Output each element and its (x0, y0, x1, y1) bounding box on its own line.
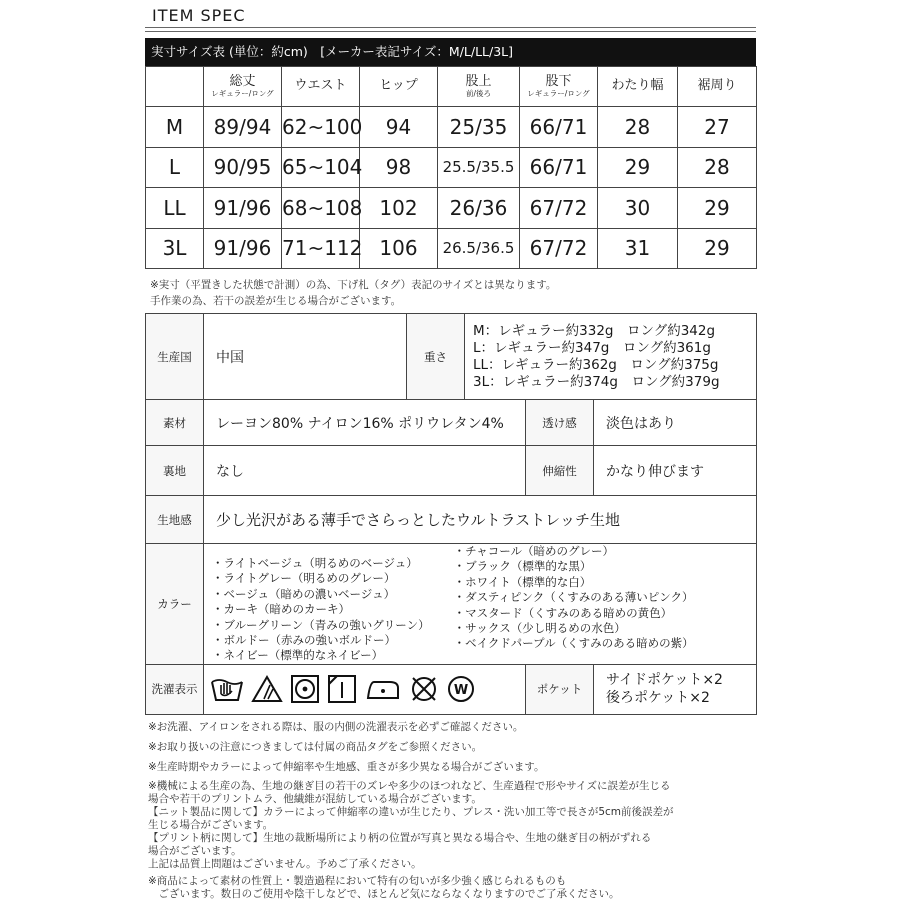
color-label: カラー (146, 544, 204, 665)
value-cell: 65~104 (282, 147, 360, 188)
list-item: ・ホワイト（標準的な白） (453, 574, 592, 589)
footer-note: 【ニット製品に関して】カラーによって伸縮率の違いが生じたり、プレス・洗い加工等で長さが5cm前後誤差が (148, 806, 674, 818)
item-spec-title: ITEM SPEC (152, 6, 246, 25)
weight-label: 重さ (407, 314, 465, 400)
value-cell: 30 (598, 188, 678, 229)
col-header-thigh: わたり幅 (598, 67, 678, 107)
value-cell: 28 (598, 107, 678, 148)
footer-note: ※お取り扱いの注意につきましては付属の商品タグをご参照ください。 (148, 741, 483, 753)
footer-note: 場合や若干のプリントムラ、他繊維が混紡している場合がございます。 (148, 793, 482, 805)
value-cell: 94 (360, 107, 438, 148)
row-origin-weight (146, 314, 757, 400)
value-cell: 29 (598, 147, 678, 188)
color-list (204, 544, 757, 665)
value-cell: 26/36 (438, 188, 520, 229)
svg-text:W: W (453, 683, 469, 699)
pocket-values (594, 664, 757, 714)
row-wash-pocket (146, 664, 757, 714)
lining-value: なし (204, 446, 526, 496)
footer-note: ※商品によって素材の性質上・製造過程において特有の匂いが多少強く感じられるものも (148, 875, 567, 887)
table-row (146, 228, 757, 269)
value-cell: 31 (598, 228, 678, 269)
list-item: ・ライトグレー（明るめのグレー） (212, 571, 396, 586)
table-row (146, 147, 757, 188)
list-item: ・ベージュ（暗めの濃いベージュ） (212, 586, 396, 601)
value-cell: 91/96 (204, 228, 282, 269)
size-cell: L (146, 147, 204, 188)
footer-note: ございます。数日のご使用や陰干しなどで、ほとんど気にならなくなりますのでご了承ください。 (148, 888, 620, 900)
fabric-label: 生地感 (146, 496, 204, 544)
footer-note: ※生産時期やカラーによって伸縮率や生地感、重さが多少異なる場合がございます。 (148, 761, 545, 773)
col-header-waist: ウエスト (282, 67, 360, 107)
drip-dry-shade-icon (327, 674, 357, 704)
value-cell: 91/96 (204, 188, 282, 229)
value-cell: 25.5/35.5 (438, 147, 520, 188)
title-rule-double (145, 31, 756, 32)
value-cell: 67/72 (520, 228, 598, 269)
origin-label: 生産国 (146, 314, 204, 400)
material-label: 素材 (146, 400, 204, 446)
size-cell: 3L (146, 228, 204, 269)
list-item: ・カーキ（暗めのカーキ） (212, 602, 350, 617)
value-cell: 26.5/36.5 (438, 228, 520, 269)
list-item: ・マスタード（くすみのある暗めの黄色） (453, 605, 673, 620)
footer-note: 上記は品質上問題はございません。予めご了承ください。 (148, 858, 422, 870)
stretch-value: かなり伸びます (594, 446, 757, 496)
table-row (146, 107, 757, 148)
list-item: ・サックス（少し明るめの水色） (453, 621, 626, 636)
list-item: ・ブラック（標準的な黒） (453, 559, 592, 574)
col-header-length: 総丈 レギュラー/ロング (204, 67, 282, 107)
col-header-hem: 裾周り (678, 67, 757, 107)
list-item: ・ベイクドパープル（くすみのある暗めの紫） (453, 636, 694, 651)
weight-3l: 3L：レギュラー約374g ロング約379g (473, 373, 720, 390)
value-cell: 29 (678, 228, 757, 269)
hand-wash-icon (210, 674, 244, 704)
list-item: ・チャコール（暗めのグレー） (453, 544, 615, 558)
col-header-rise: 股上 前/後ろ (438, 67, 520, 107)
table-row (146, 188, 757, 229)
value-cell: 66/71 (520, 107, 598, 148)
footer-note: ※お洗濯、アイロンをされる際は、服の内側の洗濯表示を必ずご確認ください。 (148, 721, 524, 733)
row-fabric (146, 496, 757, 544)
pocket-back: 後ろポケット×2 (606, 690, 710, 707)
tumble-dry-icon (290, 674, 320, 704)
list-item: ・ダスティピンク（くすみのある薄いピンク） (453, 590, 694, 605)
value-cell: 67/72 (520, 188, 598, 229)
footer-note: 生じる場合がございます。 (148, 819, 274, 831)
value-cell: 102 (360, 188, 438, 229)
material-value: レーヨン80% ナイロン16% ポリウレタン4% (204, 400, 526, 446)
value-cell: 66/71 (520, 147, 598, 188)
weight-values (465, 314, 757, 400)
size-cell: M (146, 107, 204, 148)
title-rule (145, 27, 756, 28)
value-cell: 27 (678, 107, 757, 148)
value-cell: 89/94 (204, 107, 282, 148)
footer-note: ※機械による生産の為、生地の継ぎ目の若干のズレや多少のほつれなど、生産過程で形やサイズに誤差が生じる (148, 780, 671, 792)
list-item: ・ブルーグリーン（青みの強いグリーン） (212, 617, 430, 632)
size-table-header-row (146, 67, 757, 107)
value-cell: 25/35 (438, 107, 520, 148)
value-cell: 68~108 (282, 188, 360, 229)
origin-value: 中国 (204, 314, 407, 400)
iron-low-icon (364, 674, 402, 704)
color-list-left (212, 544, 430, 664)
weight-l: L：レギュラー約347g ロング約361g (473, 339, 711, 356)
row-colors (146, 544, 757, 665)
color-list-right (454, 544, 694, 664)
weight-ll: LL：レギュラー約362g ロング約375g (473, 356, 719, 373)
list-item: ・ボルドー（赤みの強いボルドー） (212, 633, 396, 648)
list-item: ・ネイビー（標準的なネイビー） (212, 648, 384, 663)
col-header-inseam: 股下 レギュラー/ロング (520, 67, 598, 107)
value-cell: 62~100 (282, 107, 360, 148)
stretch-label: 伸縮性 (526, 446, 594, 496)
sheer-label: 透け感 (526, 400, 594, 446)
value-cell: 71~112 (282, 228, 360, 269)
weight-m: M：レギュラー約332g ロング約342g (473, 322, 716, 339)
wash-label: 洗濯表示 (146, 664, 204, 714)
wash-icons (204, 664, 526, 714)
col-header-hip: ヒップ (360, 67, 438, 107)
footer-note: 【プリント柄に関して】生地の裁断場所により柄の位置が写真と異なる場合や、生地の継ぎ目の柄がずれる (148, 832, 652, 844)
no-dry-clean-icon (409, 674, 439, 704)
sheer-value: 淡色はあり (594, 400, 757, 446)
size-table-header: 実寸サイズ表 (単位：約cm) [メーカー表記サイズ：M/L/LL/3L] (145, 38, 756, 66)
footer-note: 場合がございます。 (148, 845, 242, 857)
bleach-ok-icon (251, 674, 283, 704)
info-table (145, 313, 757, 715)
list-item: ・ライトベージュ（明るめのベージュ） (212, 556, 418, 570)
value-cell: 29 (678, 188, 757, 229)
value-cell: 90/95 (204, 147, 282, 188)
value-cell: 106 (360, 228, 438, 269)
lining-label: 裏地 (146, 446, 204, 496)
row-lining (146, 446, 757, 496)
size-cell: LL (146, 188, 204, 229)
pocket-label: ポケット (526, 664, 594, 714)
value-cell: 98 (360, 147, 438, 188)
corner-cell (146, 67, 204, 107)
value-cell: 28 (678, 147, 757, 188)
row-material (146, 400, 757, 446)
size-table (145, 66, 757, 269)
size-note-2: 手作業の為、若干の誤差が生じる場合がございます。 (150, 295, 402, 307)
size-note-1: ※実寸（平置きした状態で計測）の為、下げ札（タグ）表記のサイズとは異なります。 (150, 279, 557, 291)
wet-clean-icon (446, 674, 476, 704)
fabric-value: 少し光沢がある薄手でさらっとしたウルトラストレッチ生地 (204, 496, 757, 544)
pocket-side: サイドポケット×2 (606, 672, 723, 689)
